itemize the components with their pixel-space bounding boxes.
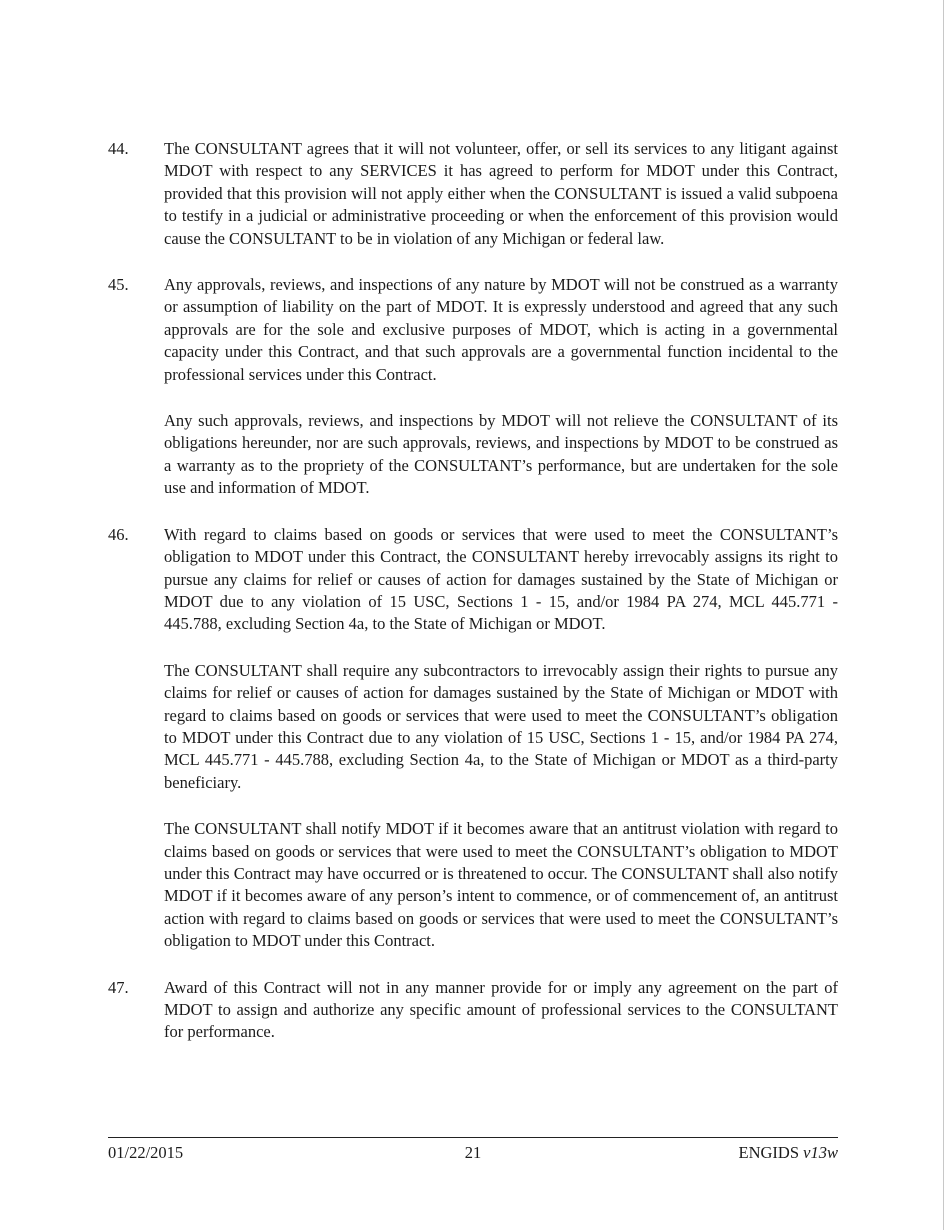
clause-47 [108,977,838,1044]
clause-number: 46. [108,524,129,544]
clause-text [164,977,838,1044]
clause-paragraph: Award of this Contract will not in any manner provide for or imply any agreement on the part of MDOT to assign and authorize any specific amount of professional services to the CONSULTANT for performance. [164,977,838,1042]
clause-45 [108,274,838,500]
clause-text [164,138,838,250]
clause-paragraph: Any approvals, reviews, and inspections of any nature by MDOT will not be construed as a warranty or assumption of liability on the part of MDOT. It is expressly understood and agreed that any such approvals are for the sole and exclusive purposes of MDOT, which is acting in a governmental capacity under this Contract, and that such approvals are a governmental function incidental to the professional services under this Contract. [164,275,838,384]
footer-document-id [595,1142,838,1164]
page-number: 21 [464,1143,482,1162]
clause-number: 45. [108,275,129,295]
clause-46 [108,524,838,953]
clause-44 [108,138,838,250]
clause-number: 44. [108,139,129,158]
page-footer [108,1137,838,1164]
clause-paragraph: The CONSULTANT shall notify MDOT if it becomes aware that an antitrust violation with regard to claims based on goods or services that were used to meet the CONSULTANT’s obligation to MDOT under this Contract may have occurred or is threatened to occur. The CONSULTANT shall also notify MDOT if it becomes aware of any person’s intent to commence, or of commencement of, an antitrust action with regard to claims based on goods or services that were used to meet the CONSULTANT’s obligation to MDOT under this Contract. [164,819,838,951]
clause-number: 47. [108,977,129,997]
clause-text [164,274,838,500]
clause-paragraph: The CONSULTANT shall require any subcontractors to irrevocably assign their rights to pursue any claims for relief or causes of action for damages sustained by the State of Michigan or MDOT with regard to claims based on goods or services that were used to meet the CONSULTANT’s obligation to MDOT under this Contract due to any violation of 15 USC, Sections 1 - 15, and/or 1984 PA 274, MCL 445.771 - 445.788, excluding Section 4a, to the State of Michigan or MDOT as a third-party beneficiary. [164,660,838,792]
footer-date: 01/22/2015 [108,1143,184,1162]
doc-version: v13w [803,1143,838,1162]
clause-paragraph: The CONSULTANT agrees that it will not volunteer, offer, or sell its services to any litigant against MDOT with respect to any SERVICES it has agreed to perform for MDOT under this Contract, provided that this provision will not apply either when the CONSULTANT is issued a valid subpoena to testify in a judicial or administrative proceeding or when the enforcement of this provision would cause the CONSULTANT to be in violation of any Michigan or federal law. [164,139,838,248]
page-edge-line [943,0,944,1230]
clause-paragraph: With regard to claims based on goods or services that were used to meet the CONSULTANT’s obligation to MDOT under this Contract, the CONSULTANT hereby irrevocably assigns its right to pursue any claims for relief or causes of action for damages sustained by the State of Michigan or MDOT due to any violation of 15 USC, Sections 1 - 15, and/or 1984 PA 274, MCL 445.771 - 445.788, excluding Section 4a, to the State of Michigan or MDOT. [164,524,838,634]
doc-id: ENGIDS [738,1143,800,1162]
clause-text [164,524,838,953]
clause-paragraph: Any such approvals, reviews, and inspections by MDOT will not relieve the CONSULTANT of its obligations hereunder, nor are such approvals, reviews, and inspections by MDOT to be construed as a warranty as to the propriety of the CONSULTANT’s performance, but are undertaken for the sole use and information of MDOT. [164,411,838,498]
document-body [108,138,838,1068]
